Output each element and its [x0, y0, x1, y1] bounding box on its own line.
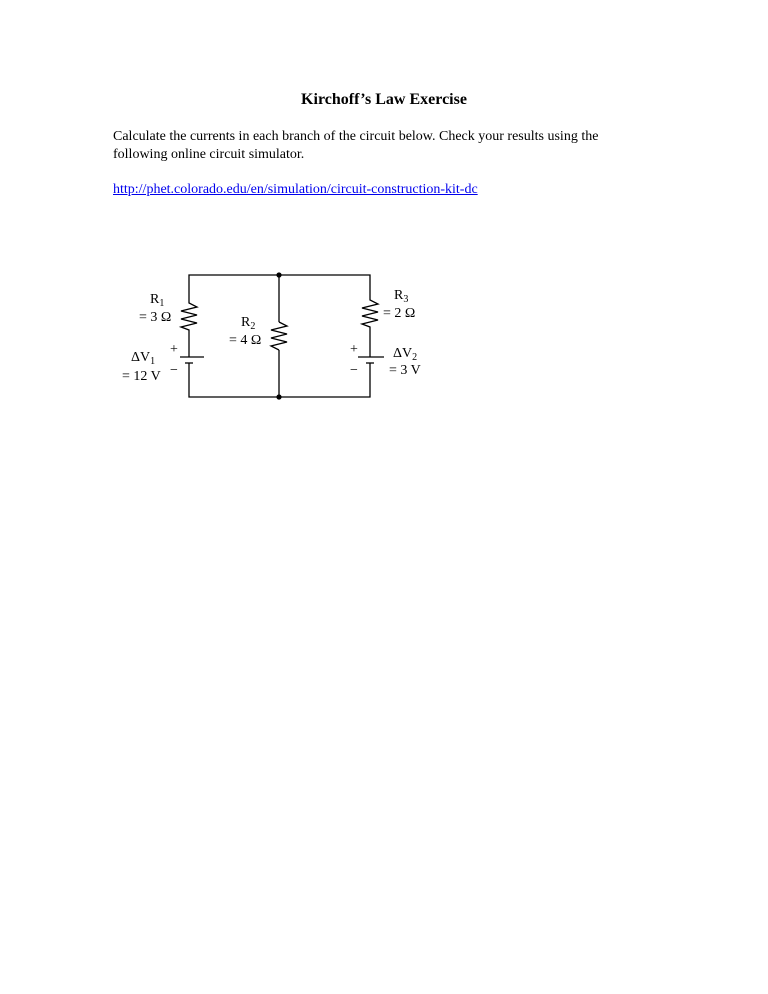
r3-label: $R_3$: [394, 288, 409, 305]
top-junction: [276, 272, 281, 277]
instructions: [113, 128, 673, 164]
bottom-junction: [276, 394, 281, 399]
simulator-link[interactable]: http://phet.colorado.edu/en/simulation/circuit-construction-kit-dc: [113, 182, 478, 197]
r1-label: $R_1$: [150, 292, 165, 309]
r2-label: $R_2$: [241, 315, 256, 332]
v2-minus-sign: −: [350, 363, 358, 378]
v2-plus-sign: +: [350, 342, 358, 357]
r1-resistor: [181, 297, 197, 350]
v1-value: = 12 V: [122, 369, 161, 384]
r1-value: = 3 Ω: [139, 310, 172, 325]
r2-resistor: [271, 322, 287, 350]
r3-resistor: [362, 297, 378, 350]
instructions-line-2: following online circuit simulator.: [113, 147, 305, 162]
r3-value: = 2 Ω: [383, 306, 416, 321]
v2-label: $\Delta V_2$: [393, 346, 418, 363]
v1-minus-sign: −: [170, 363, 178, 378]
instructions-line-1: Calculate the currents in each branch of the circuit below. Check your results using the: [113, 129, 599, 144]
r2-value: = 4 Ω: [229, 333, 262, 348]
v1-label: $\Delta V_1$: [131, 350, 156, 367]
v2-value: = 3 V: [389, 363, 421, 378]
v1-plus-sign: +: [170, 342, 178, 357]
circuit-diagram: [100, 260, 440, 410]
page-title: Kirchoff’s Law Exercise: [301, 91, 467, 108]
